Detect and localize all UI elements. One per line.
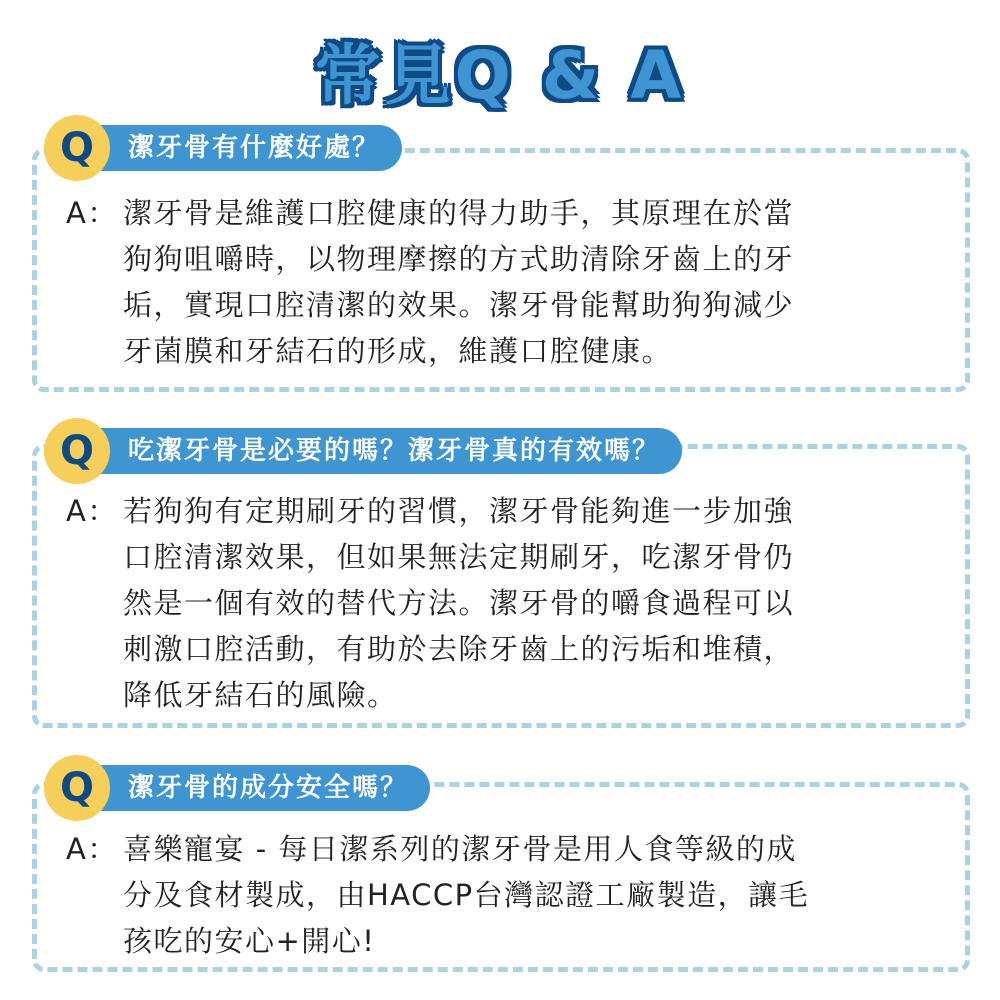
answer-prefix: A： bbox=[66, 494, 118, 528]
answer-line: 狗狗咀嚼時，以物理摩擦的方式助清除牙齒上的牙 bbox=[123, 242, 795, 276]
faq-question-2: 吃潔牙骨是必要的嗎？潔牙骨真的有效嗎？ bbox=[50, 428, 682, 474]
answer-line: 潔牙骨是維護口腔健康的得力助手，其原理在於當 bbox=[123, 196, 795, 230]
answer-line: 口腔清潔效果，但如果無法定期刷牙，吃潔牙骨仍 bbox=[123, 540, 795, 574]
faq-answer-2 bbox=[66, 488, 794, 718]
answer-line: 垢，實現口腔清潔的效果。潔牙骨能幫助狗狗減少 bbox=[123, 288, 795, 322]
answer-prefix: A： bbox=[66, 196, 118, 230]
answer-line: 牙菌膜和牙結石的形成，維護口腔健康。 bbox=[123, 334, 673, 368]
faq-question-3: 潔牙骨的成分安全嗎？ bbox=[50, 765, 430, 811]
q-marker-icon: Q bbox=[44, 755, 110, 821]
answer-line: 刺激口腔活動，有助於去除牙齒上的污垢和堆積， bbox=[123, 632, 795, 666]
faq-answer-3 bbox=[66, 826, 809, 964]
answer-line: 然是一個有效的替代方法。潔牙骨的嚼食過程可以 bbox=[123, 586, 795, 620]
answer-line: 孩吃的安心+開心! bbox=[123, 924, 376, 958]
answer-line: 若狗狗有定期刷牙的習慣，潔牙骨能夠進一步加強 bbox=[123, 494, 795, 528]
answer-line: 喜樂寵宴 - 每日潔系列的潔牙骨是用人食等級的成 bbox=[123, 832, 797, 866]
q-marker-icon: Q bbox=[44, 418, 110, 484]
answer-prefix: A： bbox=[66, 832, 118, 866]
faq-answer-1 bbox=[66, 190, 794, 374]
answer-line: 降低牙結石的風險。 bbox=[123, 678, 398, 712]
page-title: 常見Q & A bbox=[314, 37, 686, 114]
answer-line: 分及食材製成，由HACCP台灣認證工廠製造，讓毛 bbox=[123, 878, 810, 912]
q-marker-icon: Q bbox=[44, 115, 110, 181]
faq-question-1: 潔牙骨有什麼好處？ bbox=[50, 125, 402, 171]
